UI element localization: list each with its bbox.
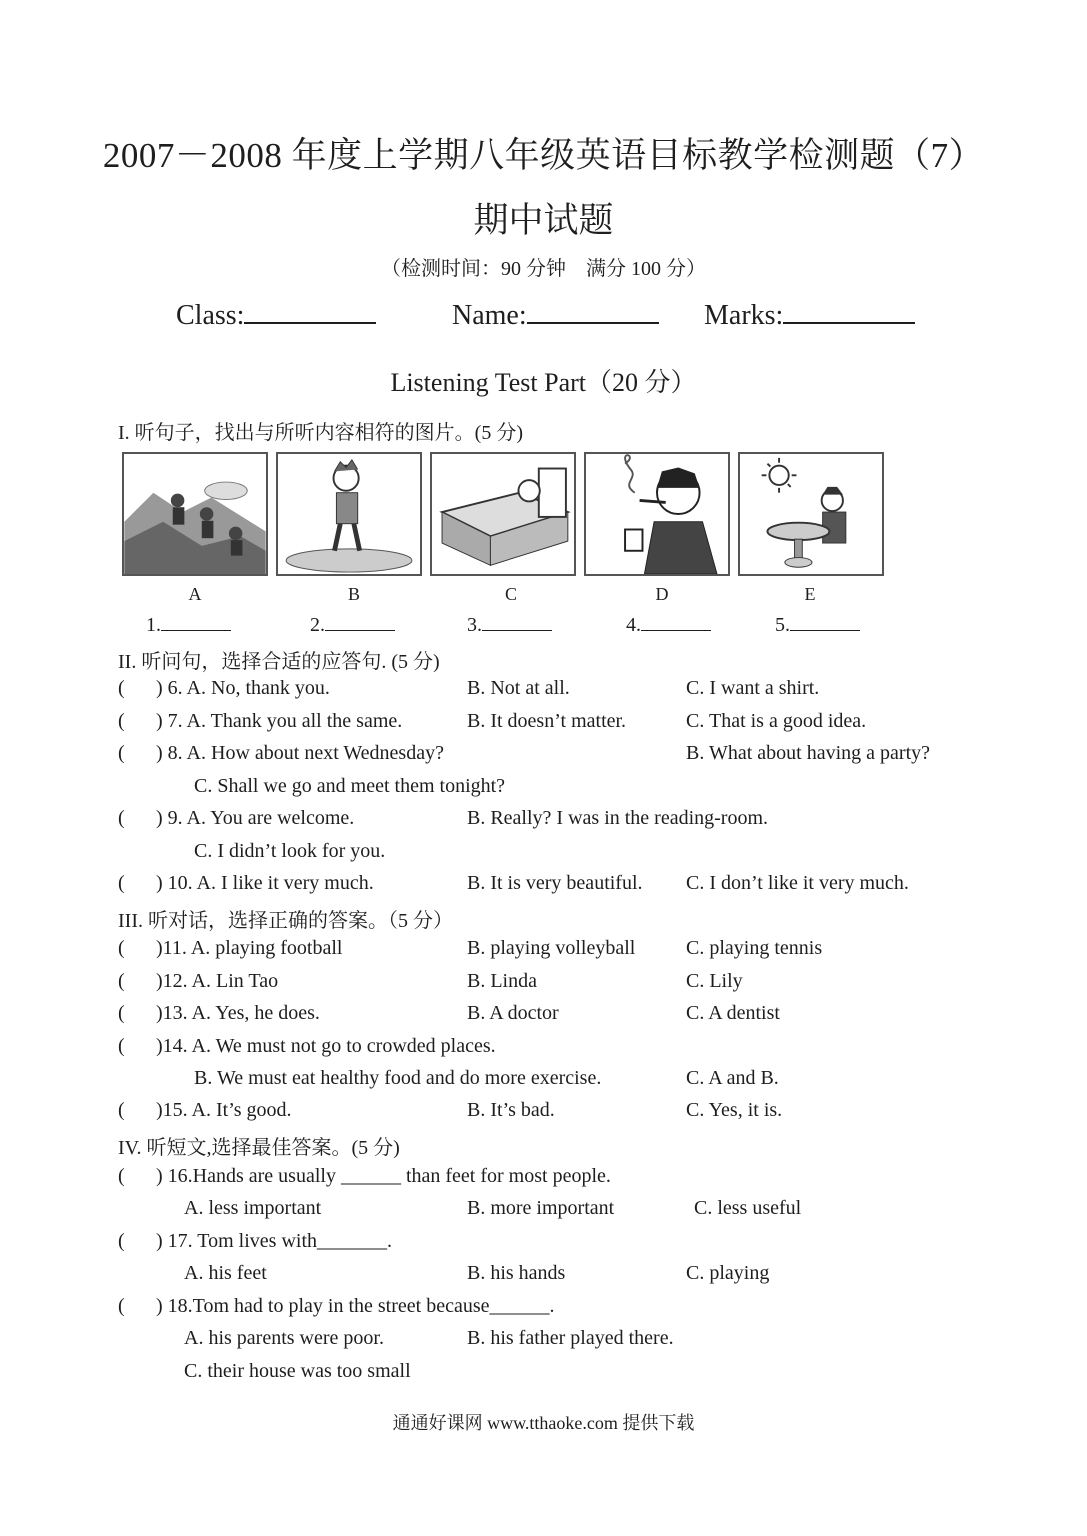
q14-option-a: )14. A. We must not go to crowded places.: [156, 1035, 496, 1057]
answer-blank-1: 1.: [146, 612, 231, 637]
class-blank: [244, 296, 376, 324]
q8-option-a: ) 8. A. How about next Wednesday?: [156, 742, 444, 764]
boy-walking-icon: [276, 452, 422, 576]
q10-option-c: C. I don’t like it very much.: [686, 872, 909, 894]
section-1-heading: I. 听句子，找出与所听内容相符的图片。(5 分): [118, 422, 523, 444]
part-title: Listening Test Part（20 分）: [390, 368, 697, 397]
exam-subtitle: 期中试题: [473, 201, 614, 240]
name-blank: [527, 296, 659, 324]
q12-option-c: C. Lily: [686, 970, 743, 992]
picture-label-e: E: [804, 584, 816, 604]
answer-blank-2: 2.: [310, 612, 395, 637]
q11-option-c: C. playing tennis: [686, 937, 823, 959]
q8-option-c: C. Shall we go and meet them tonight?: [194, 775, 506, 797]
answer-blank-4: 4.: [626, 612, 711, 637]
person-in-bed-icon: [430, 452, 576, 576]
q7-paren: (: [118, 710, 125, 732]
marks-field: [704, 296, 915, 332]
q9-option-c: C. I didn’t look for you.: [194, 840, 386, 862]
q17-option-b: B. his hands: [467, 1262, 566, 1284]
picture-label-b: B: [347, 584, 360, 604]
marks-label: Marks:: [704, 300, 784, 331]
exam-title: 2007－2008 年度上学期八年级英语目标教学检测题（7）: [102, 136, 985, 175]
man-smoking-icon: [584, 452, 730, 576]
q6-option-c: C. I want a shirt.: [686, 677, 820, 699]
q12-option-b: B. Linda: [467, 970, 537, 992]
q16-option-c: C. less useful: [694, 1197, 802, 1219]
q7-option-b: B. It doesn’t matter.: [467, 710, 627, 732]
q17-option-c: C. playing: [686, 1262, 770, 1284]
q16-paren: (: [118, 1165, 125, 1187]
q11-option-a: )11. A. playing football: [156, 937, 343, 959]
section-3-heading: III. 听对话，选择正确的答案。（5 分）: [118, 910, 453, 932]
q16-option-a: A. less important: [184, 1197, 322, 1219]
q18-stem: ) 18.Tom had to play in the street because______.: [156, 1295, 555, 1317]
answer-blank-3: 3.: [467, 612, 552, 637]
q13-paren: (: [118, 1002, 125, 1024]
q18-paren: (: [118, 1295, 125, 1317]
q7-option-a: ) 7. A. Thank you all the same.: [156, 710, 403, 732]
q9-option-b: B. Really? I was in the reading-room.: [467, 807, 769, 829]
marks-blank: [783, 296, 915, 324]
q6-paren: (: [118, 677, 125, 699]
section-2-heading: II. 听问句，选择合适的应答句. (5 分): [118, 651, 440, 673]
footer-credit: 通通好课网 www.tthaoke.com 提供下载: [392, 1413, 695, 1433]
q13-option-c: C. A dentist: [686, 1002, 780, 1024]
q11-paren: (: [118, 937, 125, 959]
q9-option-a: ) 9. A. You are welcome.: [156, 807, 355, 829]
q10-option-b: B. It is very beautiful.: [467, 872, 643, 894]
boy-eating-in-sun-icon: [738, 452, 884, 576]
q17-option-a: A. his feet: [184, 1262, 267, 1284]
name-field: [452, 296, 659, 332]
q15-option-c: C. Yes, it is.: [686, 1099, 783, 1121]
q15-option-a: )15. A. It’s good.: [156, 1099, 292, 1121]
q18-option-c: C. their house was too small: [184, 1360, 411, 1382]
q6-option-a: ) 6. A. No, thank you.: [156, 677, 330, 699]
q9-paren: (: [118, 807, 125, 829]
class-label: Class:: [176, 300, 245, 331]
picture-label-c: C: [504, 584, 517, 604]
q14-option-c: C. A and B.: [686, 1067, 779, 1089]
q14-paren: (: [118, 1035, 125, 1057]
exam-time-info: （检测时间：90 分钟 满分 100 分）: [381, 258, 706, 280]
q18-option-a: A. his parents were poor.: [184, 1327, 384, 1349]
q18-option-b: B. his father played there.: [467, 1327, 674, 1349]
q7-option-c: C. That is a good idea.: [686, 710, 867, 732]
q11-option-b: B. playing volleyball: [467, 937, 636, 959]
picture-label-d: D: [655, 584, 669, 604]
q12-paren: (: [118, 970, 125, 992]
q17-stem: ) 17. Tom lives with_______.: [156, 1230, 393, 1252]
q13-option-a: )13. A. Yes, he does.: [156, 1002, 320, 1024]
q15-paren: (: [118, 1099, 125, 1121]
name-label: Name:: [452, 300, 527, 331]
q6-option-b: B. Not at all.: [467, 677, 570, 699]
q10-paren: (: [118, 872, 125, 894]
q8-option-b: B. What about having a party?: [686, 742, 931, 764]
q15-option-b: B. It’s bad.: [467, 1099, 555, 1121]
q16-stem: ) 16.Hands are usually ______ than feet for most people.: [156, 1165, 611, 1187]
class-field: [176, 296, 376, 332]
picture-label-a: A: [188, 584, 202, 604]
q8-paren: (: [118, 742, 125, 764]
hikers-climbing-icon: [122, 452, 268, 576]
q13-option-b: B. A doctor: [467, 1002, 559, 1024]
q10-option-a: ) 10. A. I like it very much.: [156, 872, 374, 894]
q17-paren: (: [118, 1230, 125, 1252]
answer-blank-5: 5.: [775, 612, 860, 637]
q14-option-b: B. We must eat healthy food and do more exercise.: [194, 1067, 602, 1089]
section-4-heading: IV. 听短文,选择最佳答案。(5 分): [118, 1137, 400, 1159]
q12-option-a: )12. A. Lin Tao: [156, 970, 279, 992]
q16-option-b: B. more important: [467, 1197, 615, 1219]
